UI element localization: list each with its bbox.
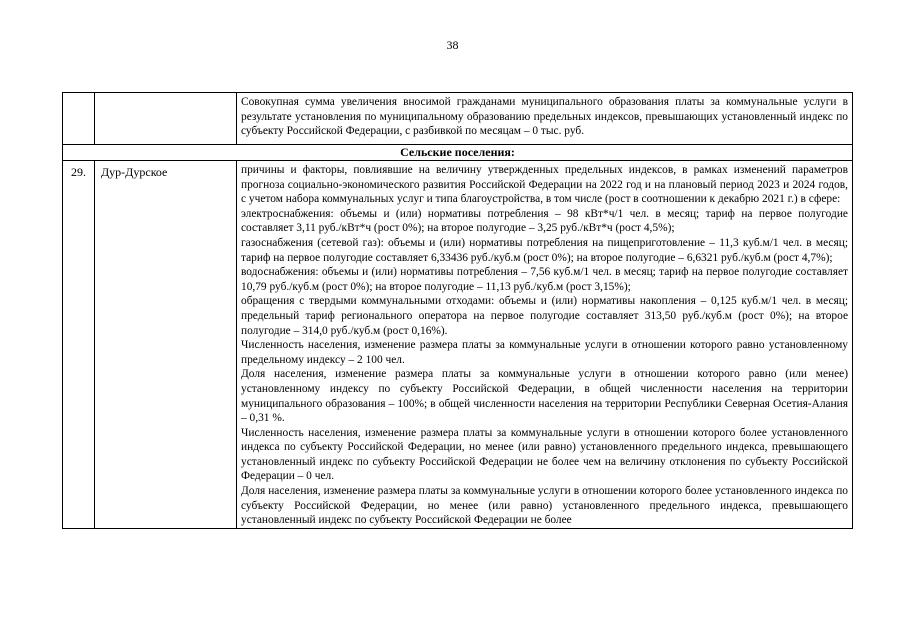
paragraph-population-equal: Численность населения, изменение размера платы за коммунальные услуги в отношении которого равно установленному предельному индексу – 2 100 чел. (241, 339, 848, 366)
document-table (62, 92, 853, 529)
paragraph-population-above: Численность населения, изменение размера платы за коммунальные услуги в отношении которого более установленного индекса по субъекту Российской Федерации, но менее (или равно) установленного предельного индекса, превышающего установленный индекс по субъекту Российской Федерации не более чем на величину отклонения по субъекту Российской Федерации – 0 чел. (241, 426, 848, 483)
number-cell (63, 93, 95, 145)
table-row (63, 161, 853, 529)
section-header-row (63, 145, 853, 161)
paragraph-gas: газоснабжения (сетевой газ): объемы и (или) нормативы потребления на пищеприготовление – 11,3 куб.м/1 чел. в месяц; тариф на первое полугодие составляет 6,33436 руб./куб.м (рост 0%); на второе полугодие – 6,6321 руб./куб.м (рост 4,7%); (241, 236, 848, 264)
section-title: Сельские поселения: (63, 145, 853, 161)
paragraph-share-above: Доля населения, изменение размера платы за коммунальные услуги в отношении которого более установленного индекса по субъекту Российской Федерации, но менее (или равно) установленного предельного индекса, превышающего установленный индекс по субъекту Российской Федерации не более (241, 485, 848, 527)
paragraph-electricity: электроснабжения: объемы и (или) нормативы потребления – 98 кВт*ч/1 чел. в месяц; тариф на первое полугодие составляет 3,11 руб./кВт*ч (рост 0%); на второе полугодие – 3,25 руб./кВт*ч (рост 4,5%); (241, 207, 848, 235)
description-cell (237, 93, 853, 145)
entry-number: 29. (63, 161, 95, 529)
page-number: 38 (446, 38, 459, 52)
total-increase-text: Совокупная сумма увеличения вносимой гражданами муниципального образования платы за коммунальные услуги в результате установления по муниципальному образованию предельных индексов, превышающих установленный индекс по субъекту Российской Федерации, с разбивкой по месяцам – 0 тыс. руб. (241, 96, 848, 138)
paragraph-share-equal: Доля населения, изменение размера платы за коммунальные услуги в отношении которого равно (или менее) установленному индексу по субъекту Российской Федерации, в общей численности населения на территории муниципального образования – 100%; в общей численности населения на территории Республики Северная Осетия-Алания – 0,31 %. (241, 368, 848, 425)
paragraph-waste: обращения с твердыми коммунальными отходами: объемы и (или) нормативы накопления – 0,125 куб.м/1 чел. в месяц; предельный тариф регионального оператора на первое полугодие составляет 313,50 руб./куб.м (рост 0%); на второе полугодие – 314,0 руб./куб.м (рост 0,16%). (241, 295, 848, 337)
paragraph-water: водоснабжения: объемы и (или) нормативы потребления – 7,56 куб.м/1 чел. в месяц; тариф на первое полугодие составляет 10,79 руб./куб.м (рост 0%); на второе полугодие – 11,13 руб./куб.м (рост 3,15%); (241, 266, 848, 293)
name-cell (95, 93, 237, 145)
table-row (63, 93, 853, 145)
entry-description (237, 161, 853, 529)
paragraph-factors: причины и факторы, повлиявшие на величину утвержденных предельных индексов, в рамках изменений параметров прогноза социально-экономического развития Российской Федерации на 2022 год и на плановый период 2023 и 2024 годов, с учетом набора коммунальных услуг и типа благоустройства, в том числе (рост в соотношении к декабрю 2021 г.) в сфере: (241, 164, 848, 206)
municipality-name: Дур-Дурское (95, 161, 237, 529)
